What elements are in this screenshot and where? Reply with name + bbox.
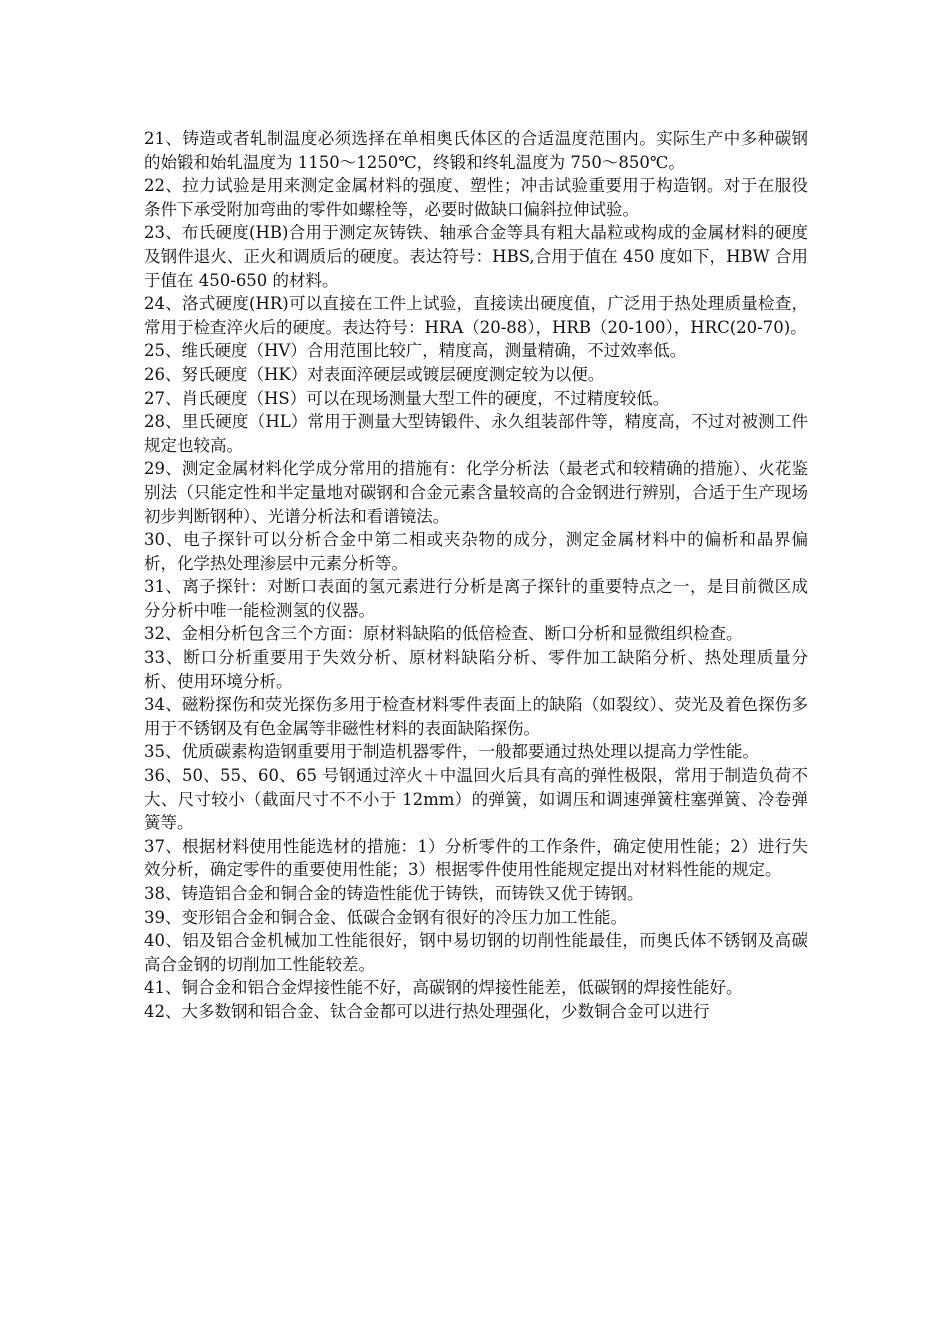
paragraph-32: 32、金相分析包含三个方面：原材料缺陷的低倍检查、断口分析和显微组织检查。 bbox=[144, 624, 743, 644]
paragraph-42: 42、大多数钢和铝合金、钛合金都可以进行热处理强化，少数铜合金可以进行 bbox=[144, 1001, 710, 1021]
paragraph-30: 30、电子探针可以分析合金中第二相或夹杂物的成分，测定金属材料中的偏析和晶界偏析，化学热处理渗层中元素分析等。 bbox=[144, 530, 808, 573]
paragraph-24: 24、洛式硬度(HR)可以直接在工件上试验，直接读出硬度值，广泛用于热处理质量检查，常用于检查淬火后的硬度。表达符号：HRA（20-88），HRB（20-100），HRC(20-70)。 bbox=[144, 294, 808, 337]
paragraph-35: 35、优质碳素构造钢重要用于制造机器零件，一般都要通过热处理以提高力学性能。 bbox=[144, 742, 759, 762]
paragraph-31: 31、离子探针：对断口表面的氢元素进行分析是离子探针的重要特点之一，是目前微区成分分析中唯一能检测氢的仪器。 bbox=[144, 577, 808, 620]
paragraph-36: 36、50、55、60、65 号钢通过淬火＋中温回火后具有高的弹性极限，常用于制造负荷不大、尺寸较小（截面尺寸不不小于 12mm）的弹簧，如调压和调速弹簧柱塞弹簧、冷卷弹簧等。 bbox=[144, 766, 808, 833]
paragraph-28: 28、里氏硬度（HL）常用于测量大型铸锻件、永久组装部件等，精度高，不过对被测工件规定也较高。 bbox=[144, 412, 808, 455]
document-page bbox=[144, 127, 808, 1024]
paragraph-25: 25、维氏硬度（HV）合用范围比较广，精度高，测量精确，不过效率低。 bbox=[144, 341, 687, 361]
paragraph-33: 33、断口分析重要用于失效分析、原材料缺陷分析、零件加工缺陷分析、热处理质量分析、使用环境分析。 bbox=[144, 648, 808, 691]
paragraph-21: 21、铸造或者轧制温度必须选择在单相奥氏体区的合适温度范围内。实际生产中多种碳钢的始锻和始轧温度为 1150～1250℃，终锻和终轧温度为 750～850℃。 bbox=[144, 129, 808, 172]
paragraph-37: 37、根据材料使用性能选材的措施：1）分析零件的工作条件，确定使用性能；2）进行失效分析，确定零件的重要使用性能；3）根据零件使用性能规定提出对材料性能的规定。 bbox=[144, 836, 808, 880]
paragraph-23: 23、布氏硬度(HB)合用于测定灰铸铁、轴承合金等具有粗大晶粒或构成的金属材料的硬度及钢件退火、正火和调质后的硬度。表达符号：HBS,合用于值在 450 度如下，HBW 合用于值在 450-650 的材料。 bbox=[144, 223, 808, 290]
paragraph-27: 27、肖氏硬度（HS）可以在现场测量大型工件的硬度，不过精度较低。 bbox=[144, 388, 670, 408]
paragraph-39: 39、变形铝合金和铜合金、低碳合金钢有很好的冷压力加工性能。 bbox=[144, 907, 627, 927]
paragraph-22: 22、拉力试验是用来测定金属材料的强度、塑性；冲击试验重要用于构造钢。对于在服役条件下承受附加弯曲的零件如螺栓等，必要时做缺口偏斜拉伸试验。 bbox=[144, 176, 808, 219]
paragraph-38: 38、铸造铝合金和铜合金的铸造性能优于铸铁，而铸铁又优于铸钢。 bbox=[144, 884, 644, 903]
paragraph-40: 40、铝及铝合金机械加工性能很好，钢中易切钢的切削性能最佳，而奥氏体不锈钢及高碳高合金钢的切削加工性能较差。 bbox=[144, 931, 808, 974]
paragraph-29: 29、测定金属材料化学成分常用的措施有：化学分析法（最老式和较精确的措施）、火花鉴别法（只能定性和半定量地对碳钢和合金元素含量较高的合金钢进行辨别，合适于生产现场初步判断钢种）、光谱分析法和看谱镜法。 bbox=[144, 459, 808, 526]
paragraph-26: 26、努氏硬度（HK）对表面淬硬层或镀层硬度测定较为以便。 bbox=[144, 364, 605, 384]
paragraph-34: 34、磁粉探伤和荧光探伤多用于检查材料零件表面上的缺陷（如裂纹）、荧光及着色探伤多用于不锈钢及有色金属等非磁性材料的表面缺陷探伤。 bbox=[144, 695, 808, 738]
paragraph-41: 41、铜合金和铝合金焊接性能不好，高碳钢的焊接性能差，低碳钢的焊接性能好。 bbox=[144, 978, 743, 998]
